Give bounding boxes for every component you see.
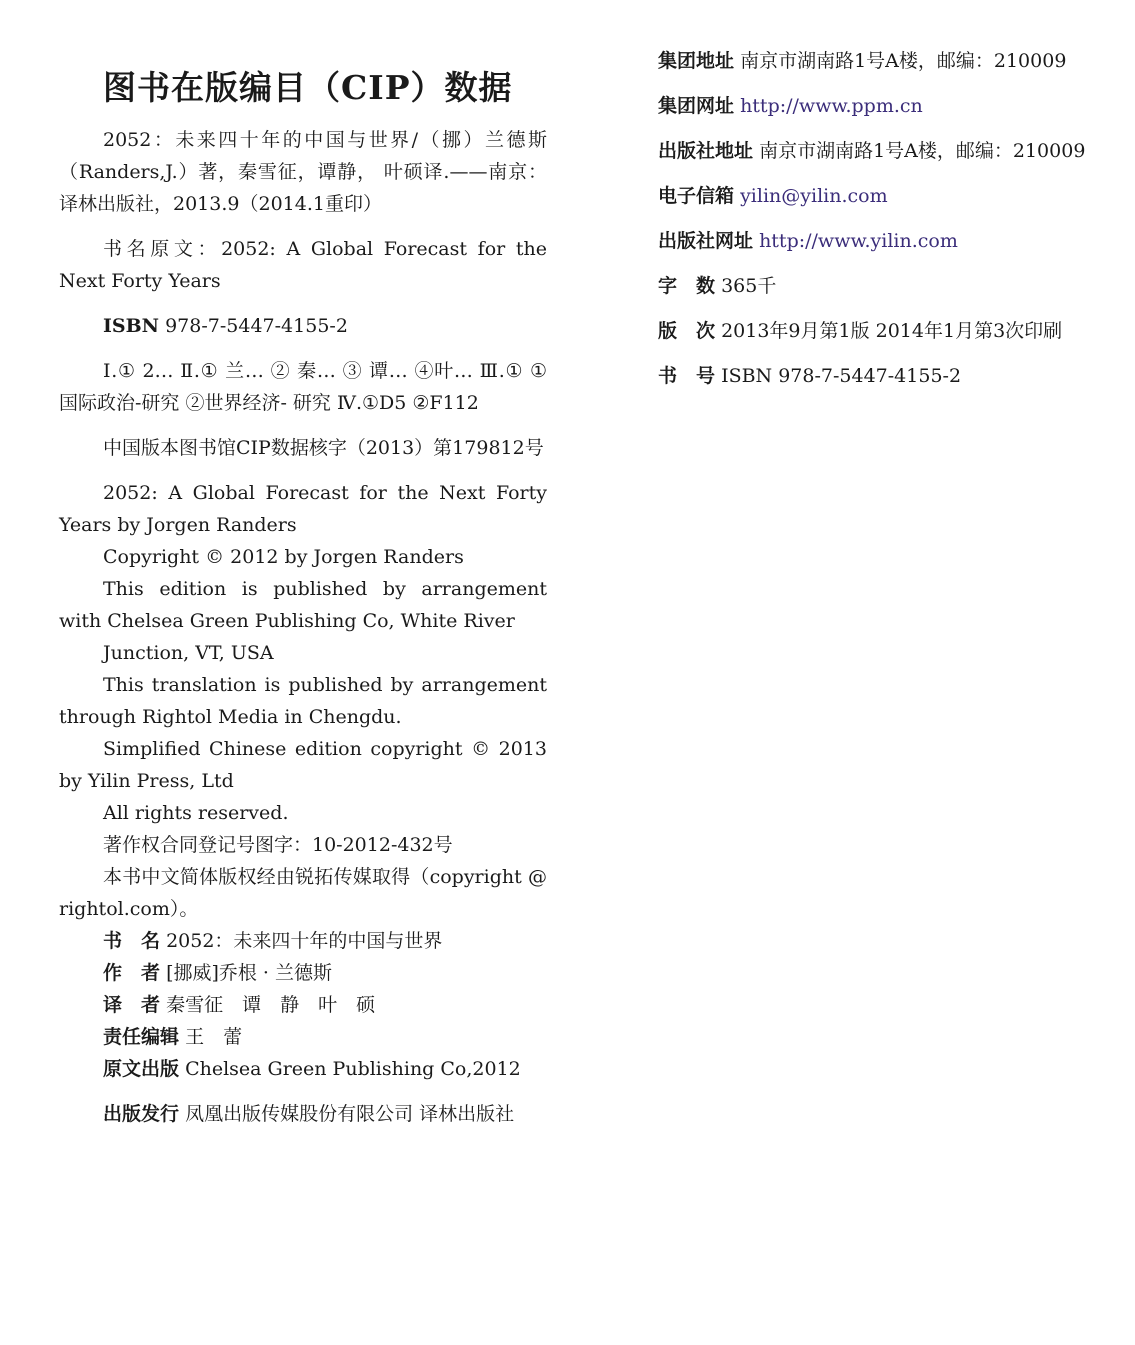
- isbn-line: [59, 310, 547, 342]
- field-value: [挪威]乔根 · 兰德斯: [166, 962, 333, 984]
- field-label: 作 者: [103, 962, 161, 984]
- field-value: 王 蕾: [185, 1026, 243, 1048]
- field-translator: [103, 989, 547, 1021]
- isbn-label: ISBN: [103, 315, 160, 337]
- rights-reserved: All rights reserved.: [103, 802, 289, 824]
- field-book-name: [103, 925, 547, 957]
- field-label: 出版发行: [103, 1103, 180, 1125]
- group-address: [658, 45, 1102, 77]
- email-label: 电子信箱: [658, 185, 735, 207]
- book-number-label: 书 号: [658, 365, 716, 387]
- field-label: 原文出版: [103, 1058, 180, 1080]
- press-website: [658, 225, 1102, 257]
- english-title: 2052: A Global Forecast for the Next Forty Years by Jorgen Randers: [59, 482, 547, 536]
- press-website-label: 出版社网址: [658, 230, 754, 252]
- isbn-value: 978-7-5447-4155-2: [165, 315, 348, 337]
- group-address-value: 南京市湖南路1号A楼，邮编：210009: [740, 50, 1067, 72]
- press-address-value: 南京市湖南路1号A楼，邮编：210009: [759, 140, 1086, 162]
- press-website-link[interactable]: http://www.yilin.com: [759, 230, 958, 252]
- edition-label: 版 次: [658, 320, 716, 342]
- press-address-label: 出版社地址: [658, 140, 754, 162]
- cip-record: 中国版本图书馆CIP数据核字（2013）第179812号: [103, 437, 544, 459]
- right-column: [614, 45, 1102, 392]
- simplified-copyright: Simplified Chinese edition copyright © 2013 by Yilin Press, Ltd: [59, 738, 547, 792]
- cip-entry: 2052：未来四十年的中国与世界/（挪）兰德斯（Randers,J.）著，秦雪征，谭静， 叶硕译.——南京：译林出版社，2013.9（2014.1重印）: [59, 129, 547, 215]
- left-column: [59, 62, 547, 1130]
- edition-location: Junction, VT, USA: [103, 642, 274, 664]
- field-original-publisher: [103, 1053, 547, 1085]
- group-website-link[interactable]: http://www.ppm.cn: [740, 95, 923, 117]
- field-value: 秦雪征 谭 静 叶 硕: [166, 994, 376, 1016]
- copyright-line: Copyright © 2012 by Jorgen Randers: [103, 546, 464, 568]
- field-value: Chelsea Green Publishing Co,2012: [185, 1058, 521, 1080]
- book-number-value: ISBN 978-7-5447-4155-2: [721, 365, 962, 387]
- group-address-label: 集团地址: [658, 50, 735, 72]
- field-author: [103, 957, 547, 989]
- email: [658, 180, 1102, 212]
- edition-value: 2013年9月第1版 2014年1月第3次印刷: [721, 320, 1063, 342]
- original-title: [59, 233, 547, 297]
- field-value: 凤凰出版传媒股份有限公司 译林出版社: [185, 1103, 515, 1125]
- book-number: [658, 360, 1102, 392]
- word-count-value: 365千: [721, 275, 777, 297]
- press-address: [614, 135, 1102, 167]
- group-website-label: 集团网址: [658, 95, 735, 117]
- classification: Ⅰ.① 2… Ⅱ.① 兰… ② 秦… ③ 谭… ④叶… Ⅲ.① ①国际政治-研究 ②世界经济- 研究 Ⅳ.①D5 ②F112: [59, 360, 547, 414]
- page-title: 图书在版编目（CIP）数据: [103, 68, 513, 107]
- original-title-value: 2052: A Global Forecast for the Next Forty Years: [59, 238, 547, 292]
- field-value: 2052：未来四十年的中国与世界: [166, 930, 443, 952]
- translation-arrangement: This translation is published by arrangement through Rightol Media in Chengdu.: [59, 674, 547, 728]
- registration-number: 著作权合同登记号图字：10-2012-432号: [103, 834, 453, 856]
- group-website: [658, 90, 1102, 122]
- chinese-rights: 本书中文简体版权经由锐拓传媒取得（copyright @ rightol.com）。: [59, 866, 547, 920]
- field-label: 书 名: [103, 930, 161, 952]
- email-link[interactable]: yilin@yilin.com: [740, 185, 888, 207]
- original-title-label: 书名原文：: [103, 238, 222, 260]
- word-count-label: 字 数: [658, 275, 716, 297]
- field-label: 译 者: [103, 994, 161, 1016]
- field-distributor: [59, 1098, 547, 1130]
- edition-info: [658, 315, 1102, 347]
- edition-arrangement: This edition is published by arrangement with Chelsea Green Publishing Co, White River: [59, 578, 547, 632]
- field-label: 责任编辑: [103, 1026, 180, 1048]
- word-count: [658, 270, 1102, 302]
- field-editor: [103, 1021, 547, 1053]
